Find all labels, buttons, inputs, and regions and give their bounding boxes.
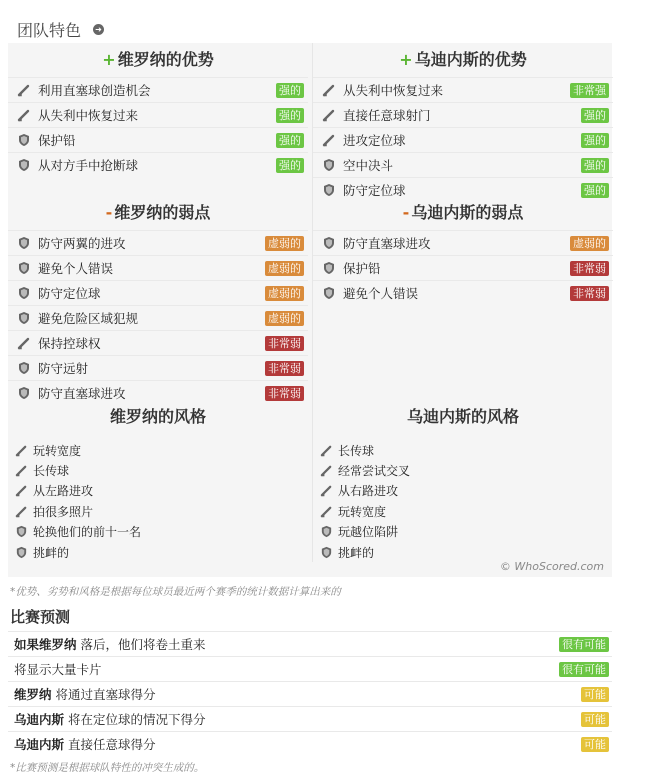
- rating-badge: 强的: [276, 133, 304, 148]
- prediction-text: 直接任意球得分: [68, 737, 156, 752]
- prediction-item: [8, 631, 612, 656]
- style-item: [8, 501, 308, 521]
- item-label: 防守两翼的进攻: [38, 236, 126, 251]
- item-label: 从左路进攻: [33, 484, 94, 499]
- item-label: 防守直塞球进攻: [343, 236, 431, 251]
- section-heading-text: 维罗纳的风格: [109, 407, 206, 426]
- rating-badge: 强的: [276, 83, 304, 98]
- item-label: 经常尝试交叉: [338, 464, 411, 479]
- home-weaknesses: [8, 196, 308, 400]
- shield-icon: [16, 311, 32, 325]
- item-label: 利用直塞球创造机会: [38, 83, 151, 98]
- style-item: [313, 501, 613, 521]
- item-label: 轮换他们的前十一名: [33, 525, 142, 540]
- prediction-title: 比赛预测: [10, 608, 71, 626]
- prediction-list: [8, 631, 612, 756]
- boot-icon: [14, 444, 28, 457]
- likelihood-badge: 可能: [581, 712, 609, 727]
- likelihood-badge: 可能: [581, 687, 609, 702]
- boot-icon: [319, 444, 333, 457]
- shield-icon: [319, 546, 333, 559]
- section-heading-text: 乌迪内斯的弱点: [411, 203, 524, 222]
- item-label: 防守定位球: [38, 286, 101, 301]
- prediction-item: [8, 731, 612, 756]
- boot-icon: [321, 83, 337, 97]
- home-strengths: [8, 43, 308, 196]
- rating-badge: 强的: [581, 108, 609, 123]
- item-label: 长传球: [338, 443, 375, 458]
- characteristic-item: [8, 127, 308, 152]
- characteristic-item: [313, 255, 613, 280]
- section-heading: [8, 400, 308, 434]
- characteristic-item: [8, 152, 308, 177]
- style-item: [313, 460, 613, 480]
- boot-icon: [319, 464, 333, 477]
- rating-badge: 强的: [581, 133, 609, 148]
- style-item: [313, 440, 613, 460]
- minus-icon: -: [105, 203, 113, 222]
- section-heading: [8, 196, 308, 230]
- likelihood-badge: 可能: [581, 737, 609, 752]
- footnote-prediction: *比赛预测是根据球队特性的冲突生成的。: [10, 762, 205, 774]
- shield-icon: [319, 525, 333, 538]
- prediction-item: [8, 656, 612, 681]
- home-column: [8, 43, 308, 562]
- rating-badge: 虚弱的: [265, 236, 304, 251]
- boot-icon: [321, 133, 337, 147]
- style-item: [8, 440, 308, 460]
- characteristic-item: [313, 127, 613, 152]
- footnote-characteristics: *优势、劣势和风格是根据每位球员最近两个赛季的统计数据计算出来的: [10, 586, 341, 598]
- prediction-team: 乌迪内斯: [14, 712, 65, 727]
- item-label: 从失利中恢复过来: [38, 108, 139, 123]
- item-label: 空中决斗: [343, 158, 394, 173]
- shield-icon: [321, 183, 337, 197]
- shield-icon: [16, 133, 32, 147]
- item-label: 玩越位陷阱: [338, 525, 399, 540]
- item-label: 从对方手中抢断球: [38, 158, 139, 173]
- item-label: 防守直塞球进攻: [38, 386, 126, 401]
- style-item: [8, 542, 308, 562]
- item-label: 避免个人错误: [38, 261, 114, 276]
- item-label: 进攻定位球: [343, 133, 406, 148]
- prediction-team: 维罗纳: [14, 687, 52, 702]
- prediction-text: 将通过直塞球得分: [55, 687, 156, 702]
- style-item: [313, 481, 613, 501]
- characteristic-item: [8, 355, 308, 380]
- rating-badge: 虚弱的: [265, 286, 304, 301]
- characteristic-item: [313, 230, 613, 255]
- rating-badge: 强的: [276, 108, 304, 123]
- away-weaknesses: [313, 196, 613, 400]
- boot-icon: [319, 484, 333, 497]
- plus-icon: +: [399, 50, 413, 69]
- plus-icon: +: [102, 50, 116, 69]
- away-strengths: [313, 43, 613, 196]
- characteristic-item: [8, 280, 308, 305]
- item-label: 直接任意球射门: [343, 108, 431, 123]
- item-label: 从右路进攻: [338, 484, 399, 499]
- item-label: 玩转宽度: [33, 443, 82, 458]
- shield-icon: [16, 286, 32, 300]
- team-characteristics-header: [17, 18, 104, 41]
- shield-icon: [14, 546, 28, 559]
- prediction-text: 将显示大量卡片: [14, 662, 102, 677]
- shield-icon: [321, 236, 337, 250]
- rating-badge: 虚弱的: [570, 236, 609, 251]
- rating-badge: 非常弱: [265, 386, 304, 401]
- prediction-item: [8, 681, 612, 706]
- characteristic-item: [8, 255, 308, 280]
- characteristic-item: [313, 102, 613, 127]
- section-heading: [8, 43, 308, 77]
- boot-icon: [16, 83, 32, 97]
- item-label: 避免个人错误: [343, 286, 419, 301]
- prediction-team: 乌迪内斯: [14, 737, 65, 752]
- style-item: [313, 522, 613, 542]
- prediction-team: 如果维罗纳: [14, 637, 77, 652]
- shield-icon: [16, 158, 32, 172]
- shield-icon: [16, 386, 32, 400]
- boot-icon: [14, 464, 28, 477]
- shield-icon: [16, 261, 32, 275]
- characteristic-item: [313, 280, 613, 305]
- rating-badge: 非常弱: [265, 336, 304, 351]
- shield-icon: [14, 525, 28, 538]
- characteristic-item: [8, 330, 308, 355]
- shield-icon: [16, 236, 32, 250]
- boot-icon: [16, 336, 32, 350]
- rating-badge: 强的: [276, 158, 304, 173]
- prediction-text: 落后，他们将卷土重来: [80, 637, 206, 652]
- item-label: 防守定位球: [343, 183, 406, 198]
- prediction-item: [8, 706, 612, 731]
- characteristic-item: [8, 305, 308, 330]
- boot-icon: [319, 505, 333, 518]
- info-arrow-icon[interactable]: ➜: [93, 24, 104, 35]
- characteristic-item: [313, 177, 613, 202]
- home-styles: [8, 400, 308, 562]
- item-label: 防守远射: [38, 361, 89, 376]
- rating-badge: 非常弱: [265, 361, 304, 376]
- characteristic-item: [8, 102, 308, 127]
- item-label: 从失利中恢复过来: [343, 83, 444, 98]
- boot-icon: [14, 484, 28, 497]
- section-heading-text: 维罗纳的优势: [117, 50, 214, 69]
- item-label: 玩转宽度: [338, 504, 387, 519]
- boot-icon: [14, 505, 28, 518]
- boot-icon: [321, 108, 337, 122]
- item-label: 挑衅的: [338, 545, 375, 560]
- shield-icon: [16, 361, 32, 375]
- item-label: 保护铅: [38, 133, 76, 148]
- characteristic-item: [313, 152, 613, 177]
- item-label: 挑衅的: [33, 545, 70, 560]
- section-heading: [313, 43, 613, 77]
- characteristic-item: [8, 77, 308, 102]
- watermark: © WhoScored.com: [499, 560, 604, 573]
- section-heading: [313, 400, 613, 434]
- characteristic-item: [313, 77, 613, 102]
- prediction-text: 将在定位球的情况下得分: [68, 712, 206, 727]
- rating-badge: 强的: [581, 158, 609, 173]
- boot-icon: [16, 108, 32, 122]
- item-label: 保持控球权: [38, 336, 101, 351]
- likelihood-badge: 很有可能: [559, 637, 609, 652]
- rating-badge: 非常弱: [570, 286, 609, 301]
- likelihood-badge: 很有可能: [559, 662, 609, 677]
- rating-badge: 虚弱的: [265, 261, 304, 276]
- style-item: [8, 522, 308, 542]
- item-label: 避免危险区域犯规: [38, 311, 139, 326]
- characteristics-panel: [8, 43, 612, 577]
- shield-icon: [321, 286, 337, 300]
- section-heading-text: 维罗纳的弱点: [114, 203, 211, 222]
- rating-badge: 虚弱的: [265, 311, 304, 326]
- item-label: 保护铅: [343, 261, 381, 276]
- section-heading-text: 乌迪内斯的风格: [406, 407, 519, 426]
- rating-badge: 非常强: [570, 83, 609, 98]
- style-item: [8, 460, 308, 480]
- rating-badge: 强的: [581, 183, 609, 198]
- item-label: 长传球: [33, 464, 70, 479]
- characteristic-item: [8, 380, 308, 405]
- section-title: 团队特色: [17, 21, 82, 40]
- shield-icon: [321, 158, 337, 172]
- characteristic-item: [8, 230, 308, 255]
- away-styles: [313, 400, 613, 562]
- style-item: [8, 481, 308, 501]
- rating-badge: 非常弱: [570, 261, 609, 276]
- shield-icon: [321, 261, 337, 275]
- away-column: [312, 43, 613, 562]
- item-label: 拍很多照片: [33, 504, 94, 519]
- minus-icon: -: [402, 203, 410, 222]
- section-heading-text: 乌迪内斯的优势: [414, 50, 527, 69]
